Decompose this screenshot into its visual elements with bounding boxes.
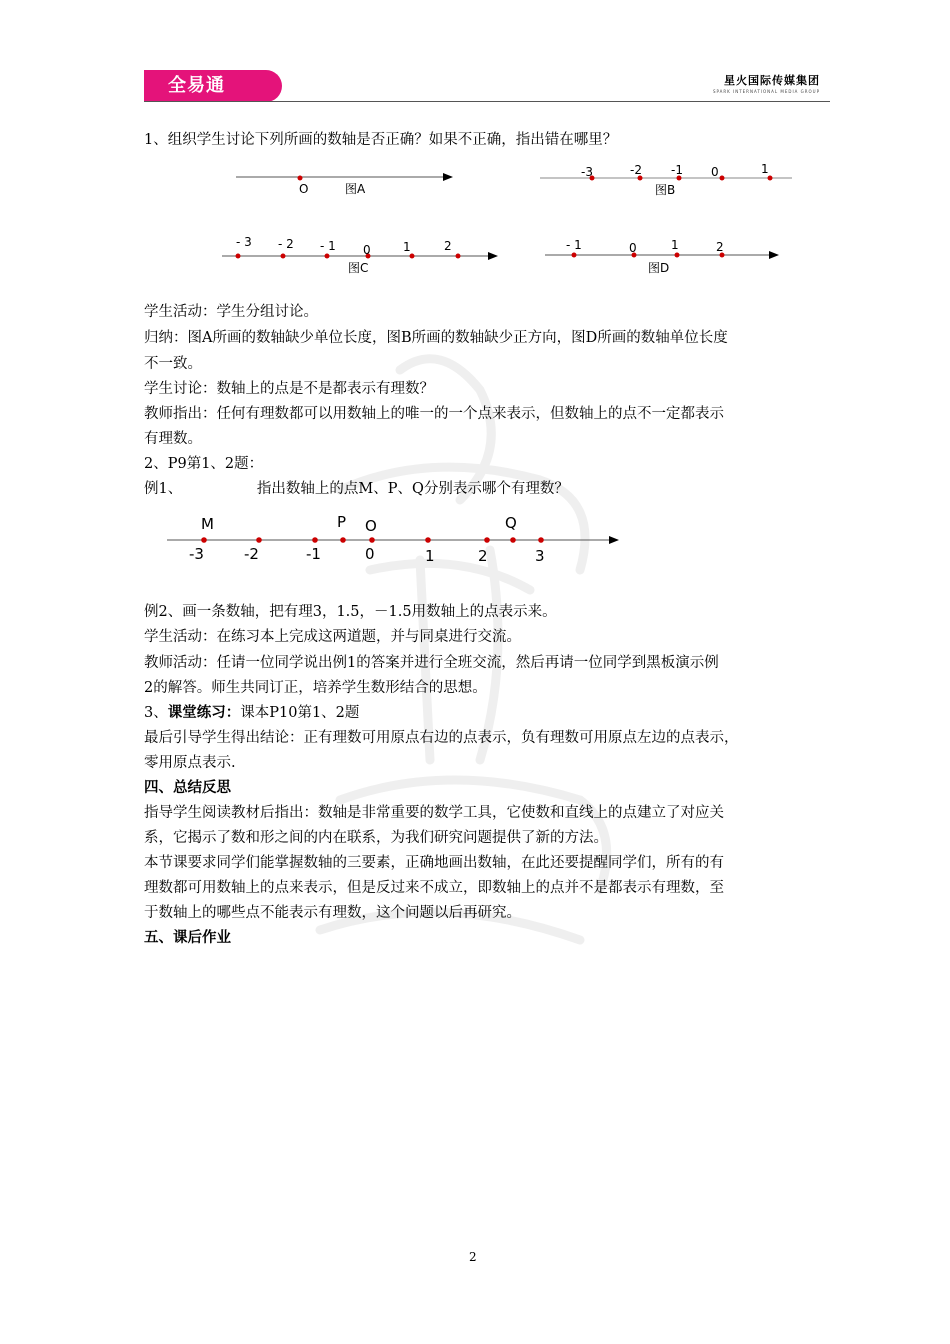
text-line-20: 本节课要求同学们能掌握数轴的三要素，正确地画出数轴，在此还要提醒同学们，所有的有 <box>144 855 724 871</box>
example1-point <box>538 537 544 543</box>
figure-d-caption: 图D <box>648 261 670 275</box>
text-line-21: 理数都可用数轴上的点来表示，但是反过来不成立，即数轴上的点并不是都表示有理数，至 <box>144 880 724 896</box>
text-line-2: 学生活动：学生分组讨论。 <box>144 304 318 320</box>
figure-d-label: 1 <box>671 238 679 252</box>
figure-c-label: - 3 <box>236 235 252 249</box>
figure-d-label: 2 <box>716 240 724 254</box>
example1-question: 指出数轴上的点M、P、Q分别表示哪个有理数？ <box>256 481 569 497</box>
text-line-16: 零用原点表示. <box>144 755 236 771</box>
text-line-6: 教师指出：任何有理数都可以用数轴上的唯一的一个点来表示，但数轴上的点不一定都表示 <box>144 406 724 422</box>
figure-c-label: 1 <box>403 240 411 254</box>
example1-point <box>369 537 375 543</box>
figure-b-label: -3 <box>581 165 593 179</box>
example1-point <box>256 537 262 543</box>
example1-point-label-p: P <box>337 513 347 531</box>
figure-b-label: -2 <box>630 163 642 177</box>
figure-b-label: 1 <box>761 162 769 176</box>
figure-d-label: 0 <box>629 241 637 255</box>
figure-a-point <box>298 176 303 181</box>
example1-tick-label: 1 <box>425 547 435 565</box>
figure-a-origin-label: O <box>299 182 309 196</box>
figure-c-label: - 2 <box>278 237 294 251</box>
text-line-4: 不一致。 <box>144 356 202 372</box>
figure-b-label: 0 <box>711 165 719 179</box>
example1-point <box>510 537 516 543</box>
text-line-19: 系，它揭示了数和形之间的内在联系，为我们研究问题提供了新的方法。 <box>144 830 608 846</box>
example1-point <box>312 537 318 543</box>
figure-d <box>545 238 778 275</box>
practice-content: 课本P10第1、2题 <box>240 705 360 721</box>
example1-number-line <box>167 513 618 565</box>
figure-d-point <box>572 253 577 258</box>
text-line-14 <box>144 701 824 725</box>
practice-heading: 课堂练习： <box>167 704 241 721</box>
example1-point <box>425 537 431 543</box>
publisher-name-cn: 星火国际传媒集团 <box>724 74 820 87</box>
figure-c-caption: 图C <box>348 261 369 275</box>
text-line-10: 例2、画一条数轴，把有理3，1.5，－1.5用数轴上的点表示来。 <box>144 604 557 620</box>
text-line-1: 1、组织学生讨论下列所画的数轴是否正确？如果不正确，指出错在哪里？ <box>144 132 618 148</box>
example1-point <box>201 537 207 543</box>
example1-point-label-o: O <box>365 517 377 535</box>
text-line-9 <box>144 477 824 501</box>
text-line-5: 学生讨论：数轴上的点是不是都表示有理数？ <box>144 381 434 397</box>
text-line-11: 学生活动：在练习本上完成这两道题，并与同桌进行交流。 <box>144 629 521 645</box>
figure-b-label: -1 <box>671 163 683 177</box>
text-line-12: 教师活动：任请一位同学说出例1的答案并进行全班交流，然后再请一位同学到黑板演示例 <box>144 655 719 671</box>
figure-b-point <box>768 176 773 181</box>
example1-point-label-q: Q <box>505 514 517 532</box>
example1-tick-label: -3 <box>189 545 204 563</box>
figure-a <box>236 176 452 197</box>
text-line-22: 于数轴上的哪些点不能表示有理数，这个问题以后再研究。 <box>144 905 521 921</box>
figure-c-point <box>281 254 286 259</box>
brand-logo: 全易通 <box>144 70 282 102</box>
figure-c-point <box>325 254 330 259</box>
practice-number: 3、 <box>144 705 168 721</box>
figure-c <box>222 235 497 275</box>
text-line-7: 有理数。 <box>144 431 202 447</box>
figure-d-point <box>675 253 680 258</box>
figure-c-label: - 1 <box>320 239 336 253</box>
figure-c-point <box>236 254 241 259</box>
example1-point-label-m: M <box>201 515 214 533</box>
page-number: 2 <box>469 1250 477 1264</box>
example1-point <box>340 537 346 543</box>
figure-d-label: - 1 <box>566 238 582 252</box>
figure-a-caption: 图A <box>345 182 366 196</box>
example1-tick-label: -1 <box>306 545 321 563</box>
text-line-3: 归纳：图A所画的数轴缺少单位长度，图B所画的数轴缺少正方向，图D所画的数轴单位长度 <box>144 330 728 346</box>
example1-title: 例1、 <box>144 481 183 497</box>
figure-c-point <box>410 254 415 259</box>
example1-tick-label: 3 <box>535 547 545 565</box>
example1-tick-label: -2 <box>244 545 259 563</box>
text-line-8: 2、P9第1、2题： <box>144 456 264 472</box>
section-heading-homework: 五、课后作业 <box>144 929 231 946</box>
figure-c-point <box>456 254 461 259</box>
figure-c-label: 0 <box>363 243 371 257</box>
publisher-name-en: SPARK INTERNATIONAL MEDIA GROUP <box>712 89 820 94</box>
text-line-13: 2的解答。师生共同订正，培养学生数形结合的思想。 <box>144 680 487 696</box>
example1-tick-label: 0 <box>365 545 375 563</box>
example1-tick-label: 2 <box>478 547 488 565</box>
section-heading-summary: 四、总结反思 <box>144 779 231 796</box>
figure-b-point <box>720 176 725 181</box>
figure-b <box>540 162 792 197</box>
text-line-15: 最后引导学生得出结论：正有理数可用原点右边的点表示，负有理数可用原点左边的点表示， <box>144 730 739 746</box>
figure-c-label: 2 <box>444 239 452 253</box>
example1-point <box>484 537 490 543</box>
figure-b-caption: 图B <box>655 183 676 197</box>
text-line-18: 指导学生阅读教材后指出：数轴是非常重要的数学工具，它使数和直线上的点建立了对应关 <box>144 805 724 821</box>
